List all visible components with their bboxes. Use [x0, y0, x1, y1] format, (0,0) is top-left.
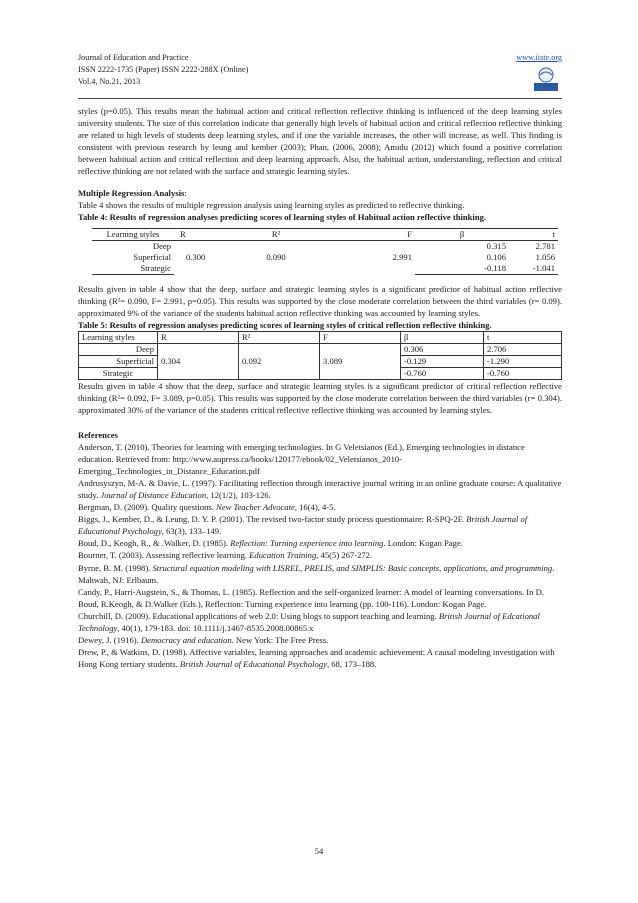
beta-cell: -0.760	[401, 368, 484, 380]
t-cell: 2.706	[484, 344, 562, 356]
header-cell: R²	[239, 332, 320, 344]
header-cell: Learning styles	[79, 332, 158, 344]
t-cell: -1.290	[484, 356, 562, 368]
header-cell: Learning styles	[92, 228, 174, 240]
journal-name: Journal of Education and Practice	[78, 53, 189, 62]
t-cell: -1.041	[509, 263, 558, 275]
beta-cell: -0.118	[415, 263, 509, 275]
journal-url-link[interactable]: www.iiste.org	[516, 53, 562, 62]
table-row	[79, 344, 562, 356]
reference-item: Drew, P., & Watkins, D. (1998). Affective variables, learning approaches and academic achievement: A causal modeling investigation with Hong Kong tertiary students. British Journal of Educational Psychology, 68, 173–188.	[78, 647, 555, 670]
reference-item: Bergman, D. (2009). Quality questions. New Teacher Advocate, 16(4), 4-5.	[78, 502, 336, 513]
reference-item: Anderson, T. (2010). Theories for learning with emerging technologies. In G Veletsianos (Ed.), Emerging technologies in distance education. Retrieved from: http://www.aupress.ca/books/120177/ebook/02_Veletsianos_2010-Emerging_Technologies_in_Distance_Education.pdf	[78, 441, 525, 476]
header-cell: R	[174, 228, 233, 240]
paragraph: Table 4 shows the results of multiple regression analysis using learning styles as predicted to reflective thinking.	[78, 199, 465, 210]
article-body	[78, 105, 562, 670]
beta-cell: -0.129	[401, 356, 484, 368]
page-number: 54	[314, 846, 324, 856]
header-cell: β	[401, 332, 484, 344]
style-cell: Deep	[92, 240, 174, 252]
header-cell: R²	[233, 228, 319, 240]
volume: Vol.4, No.21, 2013	[78, 77, 141, 86]
style-cell: Deep	[79, 344, 158, 356]
paragraph: Results given in table 4 show that the deep, surface and strategic learning styles is a significant predictor of critical reflection reflective thinking (R²= 0.092, F= 3.089, p=0.05). This results was supported by the close moderate correlation between the third variables (r= 0.304). approximated 30% of the variance of the students critical reflective reflective thinking was accounted by learning styles.	[78, 381, 562, 416]
r2-value: 0.092	[239, 344, 320, 380]
header-rule	[78, 98, 562, 99]
iiste-logo-icon	[532, 66, 560, 92]
paragraph: Results given in table 4 show that the deep, surface and strategic learning styles is a significant predictor of habitual action reflective thinking (R²= 0.090, F= 2.991, p=0.05). This results was supported by the close moderate correlation between the third variables (r= 0.09). approximated 9% of the variance of the students habitual action reflective thinking was accounted by learning styles.	[78, 283, 562, 319]
header-cell: t	[484, 332, 562, 344]
reference-item: Byrne, B. M. (1998). Structural equation modeling with LISREL, PRELIS, and SIMPLIS: Basic concepts, applications, and programming. Mahwah, NJ: Erlbaum.	[78, 562, 555, 585]
beta-cell: 0.106	[486, 251, 506, 262]
header-cell: R	[158, 332, 239, 344]
reference-item: Boud, D., Keogh, R., & .Walker, D. (1985). Reflection: Turning experience into learning. London: Kogan Page.	[78, 538, 463, 549]
reference-item: Bourner, T. (2003). Assessing reflective learning. Education Training, 45(5) 267-272.	[78, 550, 373, 561]
style-cell: Superficial	[79, 356, 158, 368]
reference-list	[78, 441, 562, 671]
t-cell: 2.781	[509, 240, 558, 252]
reference-item: Biggs, J., Kember, D., & Leung, D. Y. P. (2001). The revised two-factor study process questionnaire: R-SPQ-2F. British Journal of Educational Psychology, 63(3), 133–149.	[78, 514, 528, 537]
paragraph: styles (p=0.05). This results mean the habitual action and critical reflection reflective thinking is influenced of the deep learning styles university students. The size of this correlation indicate that generally high levels of habitual action and critical reflection reflective thinking are related to high levels of students deep learning styles, and if one the variable increases, the other will increase, as well. This finding is consistent with previous research by leung and kember (2003); Phan, (2006, 2008); Amidu (2012) which found a positive correlation between habitual action and critical reflection and deep learning approach. Also, the habitual action, understanding, reflection and critical reflective thinking are not related with the surface and strategic learning styles.	[78, 106, 562, 177]
table4-caption: Table 4: Results of regression analyses predicting scores of learning styles of Habitual action reflective thinking.	[78, 211, 487, 222]
r-value: 0.304	[158, 344, 239, 380]
references-heading: References	[78, 429, 118, 440]
f-value: 3.089	[320, 344, 401, 380]
beta-cell: 0.315	[415, 240, 509, 252]
table5-caption: Table 5: Results of regression analyses predicting scores of learning styles of critical reflection reflective thinking.	[78, 320, 492, 331]
reference-item: Andrusyszyn, M-A. & Davie, L. (1997). Facilitating reflection through interactive journal writing in an online graduate course: A qualitative study. Journal of Distance Education, 12(1/2), 103-126.	[78, 477, 562, 500]
section-heading: Multiple Regression Analysis:	[78, 187, 187, 198]
reference-item: Dewey, J. (1916). Democracy and education. New York: The Free Press.	[78, 635, 329, 646]
header-cell: F	[319, 228, 415, 240]
table-row	[92, 240, 558, 252]
table-header-row	[79, 332, 562, 344]
issn: ISSN 2222-1735 (Paper) ISSN 2222-288X (Online)	[78, 65, 249, 74]
style-cell: Superficial	[133, 251, 171, 262]
r2-value: 0.090	[233, 240, 319, 274]
running-header	[78, 52, 562, 102]
table4	[92, 228, 558, 275]
f-value: 2.991	[319, 240, 415, 274]
beta-cell: 0.306	[401, 344, 484, 356]
page	[78, 52, 562, 670]
table5	[78, 331, 562, 380]
reference-item: Churchill, D. (2009). Educational applications of web 2.0: Using blogs to support teaching and learning. British Journal of Edcational Technology, 40(1), 179-183. doi: 10.1111/j.1467-8535.2008.00865.x	[78, 610, 540, 633]
header-cell: β	[415, 228, 509, 240]
t-cell: 1.056	[535, 251, 555, 262]
style-cell: Strategic	[79, 368, 158, 380]
r-value: 0.300	[174, 240, 233, 274]
style-cell: Strategic	[92, 263, 174, 275]
t-cell: -0.760	[484, 368, 562, 380]
header-cell: F	[320, 332, 401, 344]
header-cell: t	[509, 228, 558, 240]
table-header-row	[92, 228, 558, 240]
reference-item: Candy, P., Harri-Augstein, S., & Thomas, L. (1985). Reflection and the self-organized learner: A model of learning conversations. In D. Boud, R.Keogh, & D.Walker (Eds.), Reflection: Turning experience into learning (pp. 100-116). London: Kogan Page.	[78, 586, 544, 609]
